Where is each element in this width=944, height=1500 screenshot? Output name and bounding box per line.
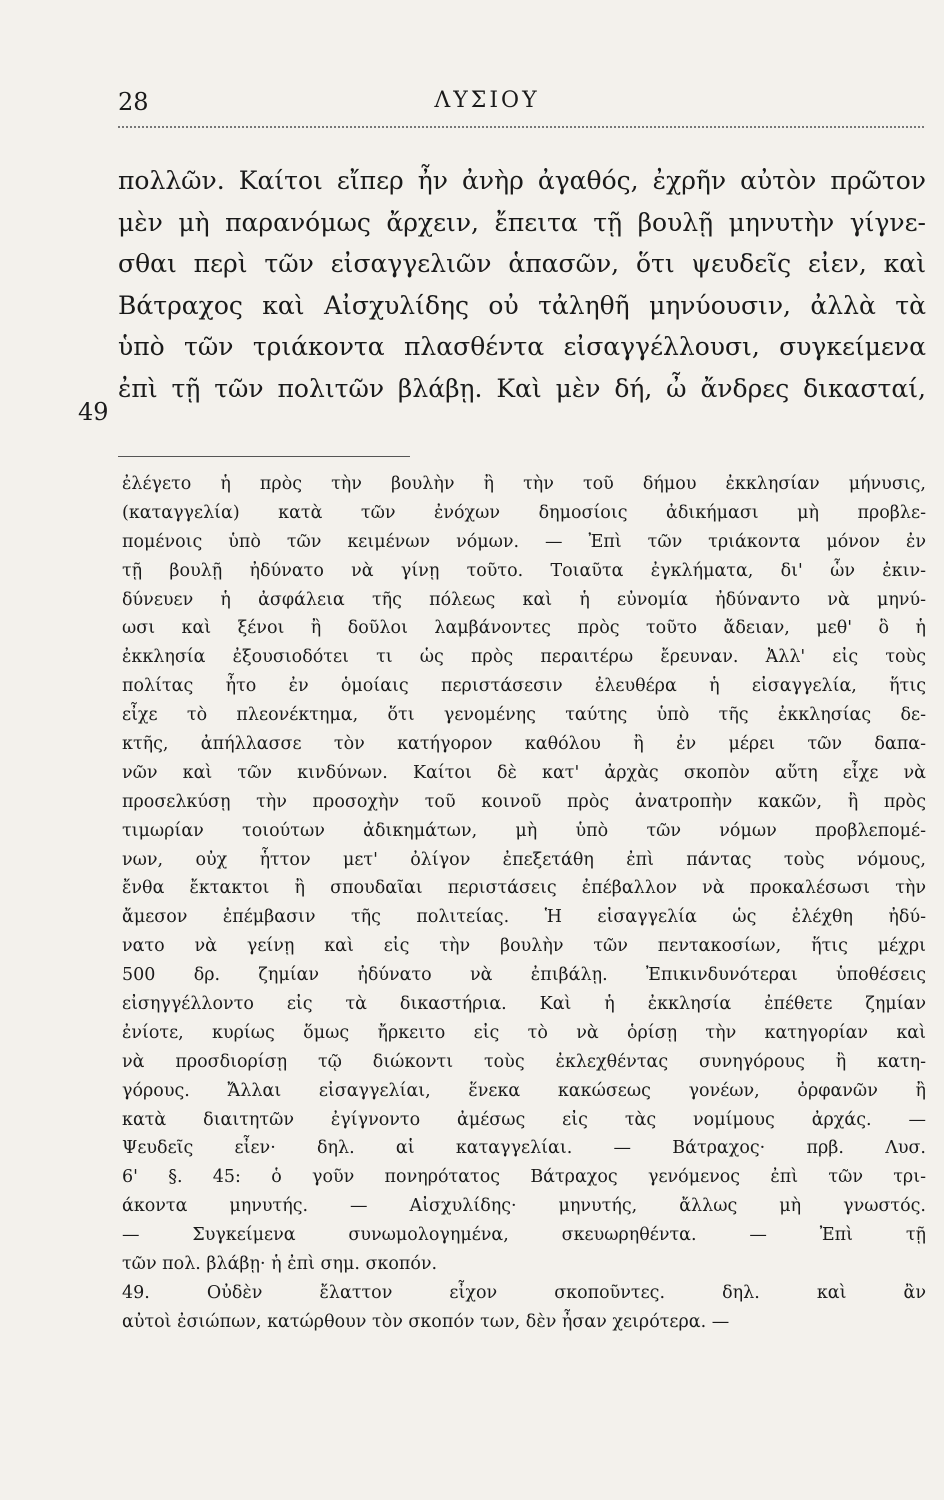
note-line: νων, οὐχ ἧττον μετ' ὀλίγον ἐπεξετάθη ἐπὶ πάντας τοὺς νόμους, [122, 849, 926, 870]
note-line: Ψευδεῖς εἶεν· δηλ. αἱ καταγγελίαι. — Βάτραχος· πρβ. Λυσ. [122, 1138, 926, 1159]
footnote-rule [118, 456, 410, 457]
main-line: μὲν μὴ παρανόμως ἄρχειν, ἔπειτα τῇ βουλῇ μηνυτὴν γίγνε- [118, 207, 926, 237]
margin-section-number: 49 [78, 398, 109, 426]
main-line: ἐπὶ τῇ τῶν πολιτῶν βλάβῃ. Καὶ μὲν δή, ὦ ἄνδρες δικασταί, [118, 373, 926, 403]
note-line: 500 δρ. ζημίαν ἠδύνατο νὰ ἐπιβάλῃ. Ἐπικινδυνότεραι ὑποθέσεις [122, 965, 926, 986]
note-line: ἐλέγετο ἡ πρὸς τὴν βουλὴν ἢ τὴν τοῦ δήμου ἐκκλησίαν μήνυσις, [122, 474, 926, 494]
note-line: νῶν καὶ τῶν κινδύνων. Καίτοι δὲ κατ' ἀρχὰς σκοπὸν αὕτη εἶχε νὰ [122, 762, 926, 783]
note-line: άκοντα μηνυτής. — Αἰσχυλίδης· μηνυτής, ἄλλως μὴ γνωστός. [122, 1196, 926, 1217]
note-line: πομένοις ὑπὸ τῶν κειμένων νόμων. — Ἐπὶ τῶν τριάκοντα μόνον ἐν [122, 531, 926, 552]
note-line: προσελκύσῃ τὴν προσοχὴν τοῦ κοινοῦ πρὸς ἀνατροπὴν κακῶν, ἢ πρὸς [122, 791, 926, 812]
note-line: εἰσηγγέλλοντο εἰς τὰ δικαστήρια. Καὶ ἡ ἐκκλησία ἐπέθετε ζημίαν [122, 994, 926, 1015]
main-line: Βάτραχος καὶ Αἰσχυλίδης οὐ τἀληθῆ μηνύουσιν, ἀλλὰ τὰ [118, 290, 926, 320]
note-line: γόρους. Ἄλλαι εἰσαγγελίαι, ἕνεκα κακώσεως γονέων, ὀρφανῶν ἢ [122, 1080, 926, 1101]
note-line: τιμωρίαν τοιούτων ἀδικημάτων, μὴ ὑπὸ τῶν νόμων προβλεπομέ- [122, 820, 926, 841]
note-line: ἔνθα ἔκτακτοι ἢ σπουδαῖαι περιστάσεις ἐπέβαλλον νὰ προκαλέσωσι τὴν [122, 878, 926, 899]
main-line: σθαι περὶ τῶν εἰσαγγελιῶν ἁπασῶν, ὅτι ψευδεῖς εἰεν, καὶ [118, 249, 926, 278]
note-line: νατο νὰ γείνῃ καὶ εἰς τὴν βουλὴν τῶν πεντακοσίων, ἥτις μέχρι [122, 936, 926, 957]
note-line: δύνευεν ἡ ἀσφάλεια τῆς πόλεως καὶ ἡ εὐνομία ἠδύναντο νὰ μηνύ- [122, 589, 926, 610]
note-line: κτῆς, ἀπήλλασσε τὸν κατήγορον καθόλου ἢ ἐν μέρει τῶν δαπα- [122, 734, 926, 755]
note-line: ἄμεσον ἐπέμβασιν τῆς πολιτείας. Ἡ εἰσαγγελία ὡς ἐλέχθη ἠδύ- [122, 907, 926, 928]
note-line: ἐκκλησία ἐξουσιοδότει τι ὡς πρὸς περαιτέρω ἔρευναν. Ἀλλ' εἰς τοὺς [122, 647, 926, 668]
footnotes [122, 470, 926, 1337]
running-title: ΛΥΣΙΟΥ [434, 88, 540, 113]
main-text [118, 160, 926, 409]
note-line: αὐτοὶ ἐσιώπων, κατώρθουν τὸν σκοπόν των, δὲν ἦσαν χειρότερα. — [122, 1311, 730, 1332]
note-line: ωσι καὶ ξένοι ἢ δοῦλοι λαμβάνοντες πρὸς τοῦτο ἄδειαν, μεθ' ὃ ἡ [122, 618, 926, 639]
note-line: (καταγγελία) κατὰ τῶν ἐνόχων δημοσίοις ἀδικήμασι μὴ προβλε- [122, 502, 926, 523]
main-line: ὑπὸ τῶν τριάκοντα πλασθέντα εἰσαγγέλλουσι, συγκείμενα [118, 332, 926, 361]
note-line: νὰ προσδιορίσῃ τῷ διώκοντι τοὺς ἐκλεχθέντας συνηγόρους ἢ κατη- [122, 1051, 926, 1072]
note-line: κατὰ διαιτητῶν ἐγίγνοντο ἀμέσως εἰς τὰς νομίμους ἀρχάς. — [122, 1109, 926, 1130]
note-line: — Συγκείμενα συνωμολογημένα, σκευωρηθέντα. — Ἐπὶ τῇ [122, 1225, 926, 1246]
note-line: πολίτας ἦτο ἐν ὁμοίαις περιστάσεσιν ἐλευθέρα ἡ εἰσαγγελία, ἥτις [122, 676, 926, 697]
note-line: 49. Οὐδὲν ἔλαττον εἶχον σκοποῦντες. δηλ. καὶ ἂν [122, 1282, 926, 1303]
header-rule [118, 126, 924, 128]
note-line: ἐνίοτε, κυρίως ὅμως ἤρκειτο εἰς τὸ νὰ ὁρίσῃ τὴν κατηγορίαν καὶ [122, 1022, 926, 1043]
note-line: εἶχε τὸ πλεονέκτημα, ὅτι γενομένης ταύτης ὑπὸ τῆς ἐκκλησίας δε- [122, 705, 926, 726]
note-line: τῶν πολ. βλάβῃ· ἡ ἐπὶ σημ. σκοπόν. [122, 1254, 438, 1275]
page-number: 28 [118, 88, 149, 116]
note-line: τῇ βουλῇ ἠδύνατο νὰ γίνῃ τοῦτο. Τοιαῦτα ἐγκλήματα, δι' ὧν ἐκιν- [122, 560, 926, 581]
note-line: 6' §. 45: ὁ γοῦν πονηρότατος Βάτραχος γενόμενος ἐπὶ τῶν τρι- [122, 1167, 926, 1188]
main-line: πολλῶν. Καίτοι εἴπερ ἦν ἀνὴρ ἀγαθός, ἐχρῆν αὐτὸν πρῶτον [118, 166, 926, 195]
